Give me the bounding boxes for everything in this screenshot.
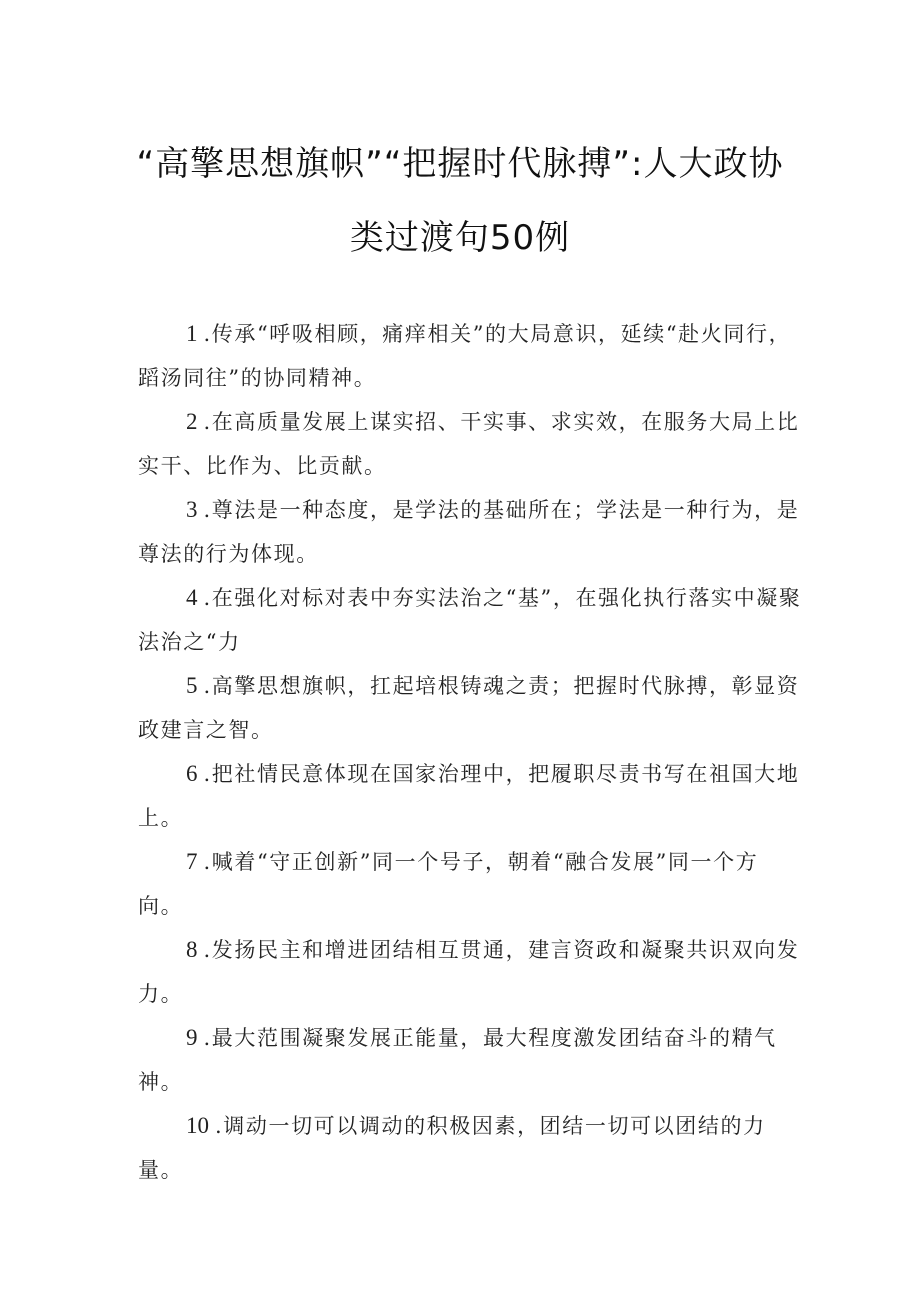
- item-text: .调动一切可以调动的积极因素，团结一切可以团结的力量。: [138, 1114, 766, 1182]
- item-text: .喊着“守正创新”同一个号子，朝着“融合发展”同一个方向。: [138, 850, 759, 918]
- item-text: .高擎思想旗帜，扛起培根铸魂之责；把握时代脉搏，彰显资政建言之智。: [138, 674, 800, 742]
- item-text: .最大范围凝聚发展正能量，最大程度激发团结奋斗的精气神。: [138, 1026, 777, 1094]
- document-title-line-2: 类过渡句50例: [349, 218, 571, 258]
- list-item: [138, 400, 803, 488]
- item-text: .发扬民主和增进团结相互贯通，建言资政和凝聚共识双向发力。: [138, 938, 800, 1006]
- list-item: [138, 488, 803, 576]
- list-item: [138, 576, 803, 664]
- list-item: [138, 928, 803, 1016]
- list-item: [138, 752, 803, 840]
- transition-sentence-list: [138, 312, 803, 1192]
- item-text: .传承“呼吸相顾，痛痒相关”的大局意识，延续“赴火同行，蹈汤同往”的协同精神。: [138, 322, 792, 390]
- item-number: 4: [186, 585, 198, 610]
- document-title-line-1: “高擎思想旗帜”“把握时代脉搏”:人大政协: [136, 144, 784, 184]
- list-item: [138, 1104, 803, 1192]
- list-item: [138, 312, 803, 400]
- item-number: 5: [186, 673, 198, 698]
- item-number: 2: [186, 409, 198, 434]
- item-text: .在高质量发展上谋实招、干实事、求实效，在服务大局上比实干、比作为、比贡献。: [138, 410, 800, 478]
- item-number: 7: [186, 849, 198, 874]
- item-number: 8: [186, 937, 198, 962]
- item-text: .尊法是一种态度，是学法的基础所在；学法是一种行为，是尊法的行为体现。: [138, 498, 800, 566]
- list-item: [138, 840, 803, 928]
- item-text: .在强化对标对表中夯实法治之“基”，在强化执行落实中凝聚法治之“力: [138, 586, 802, 654]
- list-item: [138, 1016, 803, 1104]
- item-number: 1: [186, 321, 198, 346]
- item-text: .把社情民意体现在国家治理中，把履职尽责书写在祖国大地上。: [138, 762, 800, 830]
- item-number: 9: [186, 1025, 198, 1050]
- list-item: [138, 664, 803, 752]
- item-number: 3: [186, 497, 198, 522]
- item-number: 10: [186, 1113, 209, 1138]
- item-number: 6: [186, 761, 198, 786]
